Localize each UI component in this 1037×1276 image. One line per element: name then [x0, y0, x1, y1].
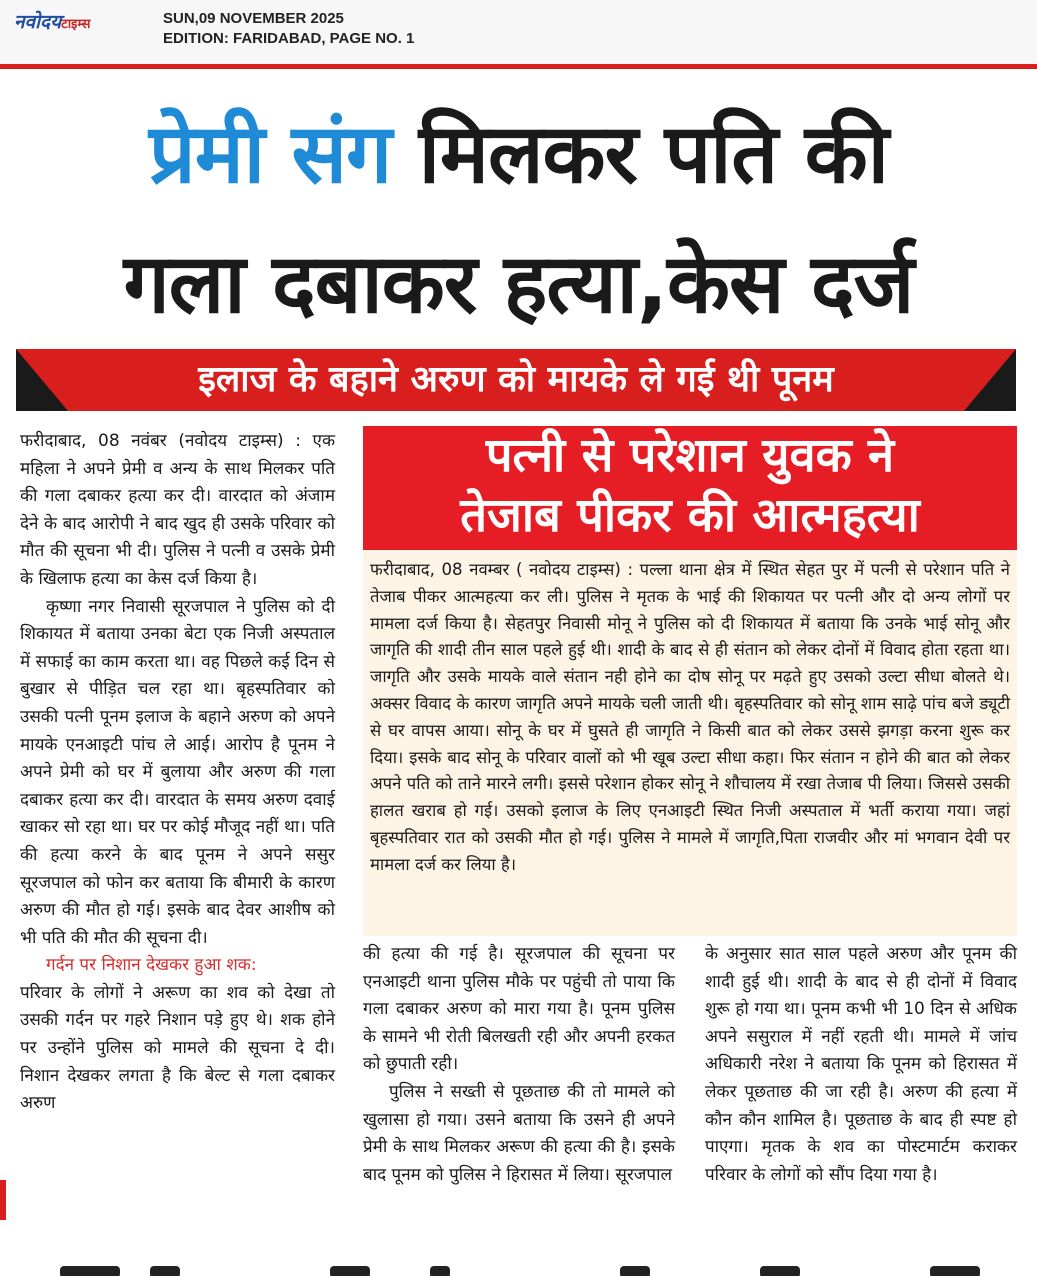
box-headline-line2: तेजाब पीकर की आत्महत्या	[460, 488, 920, 543]
story-paragraph: पुलिस ने सख्ती से पूछताछ की तो मामले को खुलासा हो गया। उसने बताया कि उसने ही अपने प्रेमी के साथ मिलकर अरूण की हत्या की है। इसके बाद पूनम को पुलिस ने हिरासत में लिया। सूरजपाल	[363, 1081, 675, 1185]
story-paragraph: परिवार के लोगों ने अरूण का शव को देखा तो उसकी गर्दन पर गहरे निशान पड़े हुए थे। शक होने पर उन्होंने पुलिस को मामले की सूचना दे दी। निशान देखकर लगता है कि बेल्ट से गला दबाकर अरुण	[20, 982, 335, 1114]
main-headline-line2: गला दबाकर हत्या,केस दर्ज	[123, 237, 914, 332]
story-paragraph: कृष्णा नगर निवासी सूरजपाल ने पुलिस को दी शिकायत में बताया उनका बेटा एक निजी अस्पताल में सफाई का काम करता था। वह पिछले कई दिन से बुखार से पीड़ित चल रहा था। बृहस्पतिवार को उसकी पत्नी पूनम इलाज के बहाने अरुण को अपने मायके एनआइटी पांच ले आई। आरोप है पूनम ने अपने प्रेमी को घर में बुलाया और अरुण की गला दबाकर हत्या कर दी। वारदात के समय अरुण दवाई खाकर सो रहा था। घर पर कोई मौजूद नहीं था। पति की हत्या करने के बाद पूनम ने अपने ससुर सूरजपाल को फोन कर बताया कि बीमारी के कारण अरुण की मौत हो गई। इसके बाद देवर आशीष को भी पति की मौत की सूचना दी।	[20, 596, 335, 948]
main-story-column-1	[20, 428, 335, 1118]
story-subhead: गर्दन पर निशान देखकर हुआ शक:	[46, 955, 257, 976]
main-story-column-2	[363, 941, 675, 1189]
next-story-cutoff	[0, 1262, 1037, 1276]
headline-line1-rest: मिलकर पति की	[418, 107, 888, 202]
date-line: SUN,09 NOVEMBER 2025	[163, 10, 344, 27]
box-story-body: फरीदाबाद, 08 नवम्बर ( नवोदय टाइम्स) : पल्ला थाना क्षेत्र में स्थित सेहत पुर में पत्नी से परेशान पति ने तेजाब पीकर आत्महत्या कर ली। पुलिस ने मृतक के भाई की शिकायत पर पत्नी और दो अन्य लोगों पर मामला दर्ज किया है। सेहतपुर निवासी मोनू ने पुलिस को दी शिकायत में बताया कि उनके भाई सोनू और जागृति की शादी तीन साल पहले हुई थी। शादी के बाद से ही संतान को लेकर दोनों में विवाद होता रहता था। जागृति और उसके मायके वाले संतान नही होने का दोष सोनू पर मढ़ते हुए उसको उल्टा सीधा बोलते थे। अक्सर विवाद के कारण जागृति अपने मायके चली जाती थी। बृहस्पतिवार को सोनू शाम साढ़े पांच बजे ड्यूटी से घर वापस आया। सोनू के घर में घुसते ही जागृति ने किसी बात को लेकर उससे झगड़ा करना शुरू कर दिया। इसके बाद सोनू के परिवार वालों को भी खूब उल्टा सीधा कहा। फिर संतान न होने की बात को लेकर अपने पति को ताने मारने लगी। इससे परेशान होकर सोनू ने शौचालय में रखा तेजाब पी लिया। जिससे उसकी हालत खराब हो गई। उसको इलाज के लिए एनआइटी स्थित निजी अस्पताल में भर्ती कराया गया। जहां बृहस्पतिवार रात को उसकी मौत हो गई। पुलिस ने मामले में जागृति,पिता राजवीर और मां भगवान देवी पर मामला दर्ज कर लिया है।	[370, 560, 1010, 874]
story-paragraph: फरीदाबाद, 08 नवंबर (नवोदय टाइम्स) : एक महिला ने अपने प्रेमी व अन्य के साथ मिलकर पति की गला दबाकर हत्या कर दी। वारदात को अंजाम देने के बाद आरोपी ने बाद खुद ही उसके परिवार को मौत की सूचना भी दी। पुलिस ने पत्नी व उसके प्रेमी के खिलाफ हत्या का केस दर्ज किया है।	[20, 431, 335, 589]
page-edge-marker	[0, 1180, 6, 1220]
edition-meta	[163, 9, 414, 49]
logo-text: नवोदय	[14, 11, 62, 33]
story-paragraph: के अनुसार सात साल पहले अरुण और पूनम की शादी हुई थी। शादी के बाद से ही दोनों में विवाद शुरू हो गया था। पूनम कभी भी 10 दिन से अधिक अपने ससुराल में नहीं रहती थी। मामले में जांच अधिकारी नरेश ने बताया कि पूनम को हिरासत में लेकर पूछताछ की जा रही है। अरुण की हत्या में कौन कौन शामिल है। पूछताछ के बाद ही स्पष्ट हो पाएगा। मृतक के शव का पोस्टमार्टम कराकर परिवार के लोगों को सौंप दिया गया है।	[705, 944, 1017, 1185]
logo-subtext: टाइम्स	[61, 17, 91, 32]
main-headline-line1	[0, 95, 1037, 215]
story-paragraph: की हत्या की गई है। सूरजपाल की सूचना पर एनआइटी थाना पुलिस मौके पर पहुंची तो पाया कि गला दबाकर अरुण को मारा गया है। पूनम पुलिस के सामने भी रोती बिलखती रही और अपनी हरकत को छुपाती रही।	[363, 944, 675, 1075]
box-headline-line1: पत्नी से परेशान युवक ने	[485, 428, 895, 483]
subheadline-text: इलाज के बहाने अरुण को मायके ले गई थी पूनम	[198, 359, 834, 400]
newspaper-logo[interactable]	[14, 8, 90, 34]
box-story-headline	[363, 426, 1017, 550]
masthead-divider	[0, 64, 1037, 69]
main-story-column-3	[705, 941, 1017, 1189]
edition-line: EDITION: FARIDABAD, PAGE NO. 1	[163, 30, 415, 47]
masthead-bar	[0, 0, 1037, 64]
headline-highlight: प्रेमी संग	[149, 107, 392, 202]
